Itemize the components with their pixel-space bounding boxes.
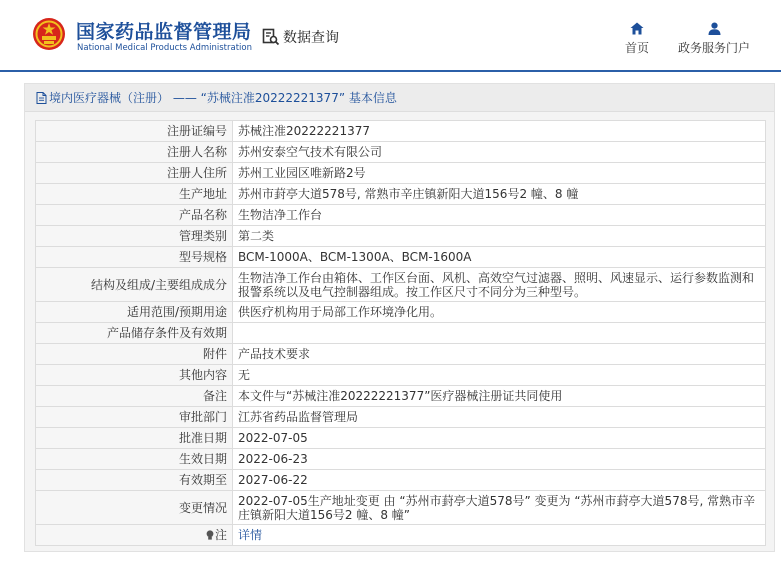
row-value: 2022-06-23	[233, 449, 766, 470]
row-label: 结构及组成/主要组成成分	[36, 268, 233, 302]
row-label: 注册人名称	[36, 142, 233, 163]
panel-title: 境内医疗器械（注册） —— “苏械注准20222221377” 基本信息	[49, 91, 397, 105]
document-search-icon	[262, 28, 280, 46]
table-row	[36, 491, 766, 525]
row-label: 产品名称	[36, 205, 233, 226]
row-value: 产品技术要求	[233, 344, 766, 365]
national-emblem-icon	[32, 16, 66, 52]
note-label-cell	[36, 525, 233, 546]
table-row	[36, 247, 766, 268]
row-label: 适用范围/预期用途	[36, 302, 233, 323]
home-icon	[630, 22, 644, 35]
row-label: 附件	[36, 344, 233, 365]
row-value: BCM-1000A、BCM-1300A、BCM-1600A	[233, 247, 766, 268]
nav-service-portal-label: 政务服务门户	[677, 41, 750, 55]
table-row	[36, 449, 766, 470]
row-value: 2022-07-05	[233, 428, 766, 449]
table-row	[36, 163, 766, 184]
table-row	[36, 142, 766, 163]
table-row	[36, 323, 766, 344]
table-row	[36, 428, 766, 449]
row-value: 本文件与“苏械注准20222221377”医疗器械注册证共同使用	[233, 386, 766, 407]
details-link[interactable]: 详情	[238, 528, 263, 542]
row-value: 生物洁净工作台由箱体、工作区台面、风机、高效空气过滤器、照明、风速显示、运行参数监测和报警系统以及电气控制器组成。按工作区尺寸不同分为三种型号。	[233, 268, 766, 302]
row-label: 审批部门	[36, 407, 233, 428]
row-value	[233, 323, 766, 344]
brand-title: 国家药品监督管理局	[76, 21, 252, 43]
table-row	[36, 184, 766, 205]
table-row	[36, 268, 766, 302]
lightbulb-icon	[205, 530, 215, 540]
row-label: 生效日期	[36, 449, 233, 470]
row-value: 苏州安泰空气技术有限公司	[233, 142, 766, 163]
row-label: 注册证编号	[36, 121, 233, 142]
note-value	[233, 525, 766, 546]
row-value: 苏州市葑亭大道578号, 常熟市辛庄镇新阳大道156号2 幢、8 幢	[233, 184, 766, 205]
nav-service-portal[interactable]	[676, 22, 752, 56]
table-row	[36, 365, 766, 386]
row-label: 生产地址	[36, 184, 233, 205]
row-label: 批准日期	[36, 428, 233, 449]
row-value: 供医疗机构用于局部工作环境净化用。	[233, 302, 766, 323]
table-row	[36, 407, 766, 428]
detail-panel	[24, 83, 775, 552]
row-value: 苏械注准20222221377	[233, 121, 766, 142]
table-row	[36, 205, 766, 226]
panel-header	[25, 84, 774, 112]
nav-home-label: 首页	[624, 41, 649, 55]
row-label: 其他内容	[36, 365, 233, 386]
table-row	[36, 226, 766, 247]
table-row	[36, 525, 766, 546]
user-icon	[708, 22, 721, 35]
table-row	[36, 470, 766, 491]
nav-home[interactable]	[622, 22, 652, 56]
row-value: 生物洁净工作台	[233, 205, 766, 226]
row-value: 2022-07-05生产地址变更 由 “苏州市葑亭大道578号” 变更为 “苏州市葑亭大道578号, 常熟市辛庄镇新阳大道156号2 幢、8 幢”	[233, 491, 766, 525]
data-query-label: 数据查询	[283, 30, 339, 46]
row-label: 产品储存条件及有效期	[36, 323, 233, 344]
brand-subtitle: National Medical Products Administration	[77, 43, 252, 53]
table-row	[36, 344, 766, 365]
note-label: 注	[214, 528, 227, 542]
row-value: 无	[233, 365, 766, 386]
row-label: 变更情况	[36, 491, 233, 525]
table-row	[36, 386, 766, 407]
row-label: 型号规格	[36, 247, 233, 268]
row-value: 江苏省药品监督管理局	[233, 407, 766, 428]
document-icon	[36, 92, 47, 104]
table-row	[36, 121, 766, 142]
row-label: 备注	[36, 386, 233, 407]
row-value: 第二类	[233, 226, 766, 247]
row-label: 管理类别	[36, 226, 233, 247]
row-value: 2027-06-22	[233, 470, 766, 491]
data-query-link[interactable]	[262, 27, 339, 47]
registration-detail-table	[35, 120, 766, 546]
row-label: 注册人住所	[36, 163, 233, 184]
row-value: 苏州工业园区唯新路2号	[233, 163, 766, 184]
table-row	[36, 302, 766, 323]
top-header	[0, 0, 781, 72]
row-label: 有效期至	[36, 470, 233, 491]
